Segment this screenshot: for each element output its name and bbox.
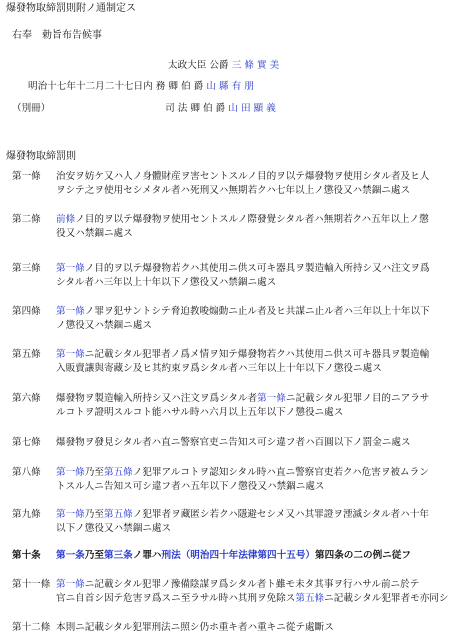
text-segment: 治安ヲ妨ケ又ハ人ノ身體財産ヲ害セントスルノ目的ヲ以テ爆發物ヲ使用シタル者及ヒ人 [56, 171, 430, 182]
article-6 [12, 392, 458, 420]
law-title: 爆發物取締罰則附ノ通制定ス [6, 3, 136, 14]
article-2 [12, 213, 458, 241]
signature-2-name[interactable]: 山 縣 有 朋 [206, 81, 254, 92]
article-text [56, 549, 454, 563]
text-segment: ニ記載シタル犯罪ノ豫備陰謀ヲ爲シタル者ト雖モ未タ其事ヲ行ハサル前ニ於テ [84, 579, 420, 590]
article-text [56, 170, 454, 198]
cross-reference-link[interactable]: 第三条 [103, 550, 133, 561]
cross-reference-link[interactable]: 第一條 [56, 349, 85, 360]
cross-reference-link[interactable]: 第一條 [56, 467, 85, 478]
article-number: 第十一條 [12, 579, 51, 590]
article-line [56, 466, 454, 480]
article-line [56, 305, 454, 319]
article-text [56, 262, 454, 290]
text-segment: 本則ニ記載シタル犯罪刑法ニ照シ仍ホ重キ者ハ重キニ從テ處斷ス [56, 622, 334, 633]
article-number: 第十条 [12, 550, 41, 561]
article-text [56, 436, 454, 450]
text-segment: ルコトヲ證明スルコト能ハサル時ハ六月以上五年以下ノ懲役ニ處ス [56, 407, 344, 418]
article-number: 第十二條 [12, 622, 51, 633]
text-segment: 第四条の二の例ニ従フ [315, 550, 411, 561]
article-12 [12, 621, 458, 635]
article-line [56, 480, 454, 494]
article-line [56, 621, 454, 635]
text-segment: ニ記載シタル犯罪者ノ爲メ情ヲ知テ爆發物若クハ其使用ニ供ス可キ器具ヲ製造輸 [84, 349, 430, 360]
text-segment: ヲシテ之ヲ使用セシメタル者ハ死刑又ハ無期若クハ七年以上ノ懲役又ハ禁錮ニ處ス [56, 185, 411, 196]
article-text [56, 621, 454, 635]
cross-reference-link[interactable]: 第一條 [257, 393, 286, 404]
text-segment: 役又ハ禁錮ニ處ス [56, 228, 133, 239]
text-segment: ニ記載シタル犯罪者モ亦同シ [324, 593, 449, 604]
article-number: 第四條 [12, 306, 41, 317]
article-10 [12, 549, 458, 563]
text-segment: ノ懲役又ハ禁錮ニ處ス [56, 320, 152, 331]
article-line [56, 262, 454, 276]
article-number: 第七條 [12, 437, 41, 448]
article-number: 第二條 [12, 214, 41, 225]
article-line [56, 227, 454, 241]
text-segment: 入販賣讓與寄藏シ及ヒ其約束ヲ爲シタル者ハ三年以上十年以下ノ懲役ニ處ス [56, 363, 382, 374]
article-7 [12, 436, 458, 450]
article-text [56, 305, 454, 333]
article-3 [12, 262, 458, 290]
cross-reference-link[interactable]: 第一條 [56, 306, 85, 317]
article-line [56, 213, 454, 227]
article-line [56, 436, 454, 450]
text-segment: ノ犯罪者ヲ藏匿シ若クハ隱避セシメ又ハ其罪證ヲ湮滅シタル者ハ十年 [132, 509, 429, 520]
article-5 [12, 348, 458, 376]
text-segment: ニ記載シタル犯罪ノ目的ニアラサ [285, 393, 430, 404]
article-8 [12, 466, 458, 494]
article-text [56, 578, 454, 606]
text-segment: 以下ノ懲役又ハ禁錮ニ處ス [56, 523, 172, 534]
signature-3 [12, 102, 276, 116]
text-segment: 爆發物ヲ發見シタル者ハ直ニ警察官吏ニ告知ス可シ違フ者ハ百圓以下ノ罰金ニ處ス [56, 437, 411, 448]
article-4 [12, 305, 458, 333]
cross-reference-link[interactable]: 第五條 [295, 593, 325, 604]
article-number: 第五條 [12, 349, 41, 360]
article-line [56, 348, 454, 362]
article-text [56, 392, 454, 420]
article-text [56, 213, 454, 241]
article-line [56, 184, 454, 198]
article-number: 第三條 [12, 263, 41, 274]
signature-1-name[interactable]: 三 條 實 美 [231, 60, 280, 71]
article-line [56, 508, 454, 522]
article-line [56, 170, 454, 184]
article-number: 第一條 [12, 171, 41, 182]
cross-reference-link[interactable]: 第五條 [103, 467, 133, 478]
cross-reference-link[interactable]: 第一條 [56, 579, 85, 590]
signature-3-name[interactable]: 山 田 顯 義 [228, 103, 276, 114]
cross-reference-link[interactable]: 第一條 [56, 263, 85, 274]
article-line [56, 592, 454, 606]
article-text [56, 348, 454, 376]
text-segment: 爆發物ヲ製造輸入所持シ又ハ注文ヲ爲シタル者 [56, 393, 258, 404]
article-line [56, 549, 454, 563]
article-line [56, 319, 454, 333]
cross-reference-link[interactable]: 刑法（明治四十年法律第四十五号） [161, 550, 316, 561]
signature-2 [28, 80, 254, 94]
article-line [56, 276, 454, 290]
cross-reference-link[interactable]: 前條 [56, 214, 76, 225]
text-segment: ノ罪ヲ犯サントシテ脅迫教唆煽動ニ止ル者及ヒ共謀ニ止ル者ハ三年以上十年以下 [84, 306, 430, 317]
cross-reference-link[interactable]: 第一條 [56, 509, 85, 520]
text-segment: ノ犯罪アルコトヲ認知シタル時ハ直ニ警察官吏若クハ危害ヲ被ムラン [132, 467, 429, 478]
text-segment: 官ニ自首シ因テ危害ヲ爲スニ至ラサル時ハ其刑ヲ免除ス [56, 593, 296, 604]
text-segment: ノ目的ヲ以テ爆發物若クハ其使用ニ供ス可キ器具ヲ製造輸入所持シ又ハ注文ヲ爲 [84, 263, 430, 274]
section-title: 爆發物取締罰則 [6, 151, 76, 162]
article-line [56, 362, 454, 376]
separate-volume-label: （別冊） [12, 103, 51, 114]
article-number: 第九條 [12, 509, 41, 520]
article-line [56, 578, 454, 592]
article-number: 第六條 [12, 393, 41, 404]
preamble: 右奉 勅旨布告候事 [12, 30, 102, 41]
article-9 [12, 508, 458, 536]
text-segment: 乃至 [84, 467, 104, 478]
article-1 [12, 170, 458, 198]
article-line [56, 522, 454, 536]
article-line [56, 392, 454, 406]
text-segment: トスル人ニ告知ス可シ違フ者ハ五年以下ノ懲役又ハ禁錮ニ處ス [56, 481, 325, 492]
article-line [56, 406, 454, 420]
text-segment: ノ目的ヲ以テ爆發物ヲ使用セントスルノ際發覺シタル者ハ無期若クハ五年以上ノ懲 [75, 214, 429, 225]
article-number: 第八條 [12, 467, 41, 478]
signature-1-prefix: 太政大臣 公爵 [168, 60, 229, 71]
article-11 [12, 578, 458, 606]
cross-reference-link[interactable]: 第一条 [56, 550, 85, 561]
text-segment: 乃至 [84, 550, 104, 561]
text-segment: シタル者ハ三年以上十年以下ノ懲役又ハ禁錮ニ處ス [56, 277, 277, 288]
signature-1 [168, 59, 279, 73]
text-segment: ノ罪ハ [132, 550, 162, 561]
article-text [56, 508, 454, 536]
signature-2-prefix: 明治十七年十二月二十七日内 務 卿 伯 爵 [28, 81, 204, 92]
signature-3-prefix: 司 法 卿 伯 爵 [165, 103, 226, 114]
article-text [56, 466, 454, 494]
cross-reference-link[interactable]: 第五條 [103, 509, 133, 520]
text-segment: 乃至 [84, 509, 104, 520]
